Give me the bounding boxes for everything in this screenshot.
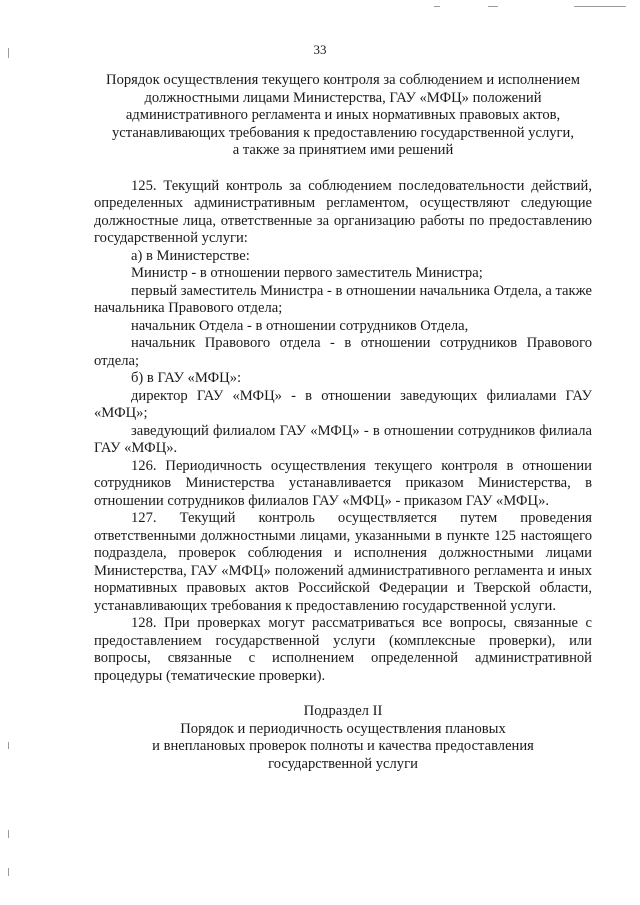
subsection-heading-line: Порядок и периодичность осуществления плановых	[180, 720, 506, 737]
scan-mark	[434, 6, 440, 7]
scan-mark	[488, 6, 498, 7]
section-heading-line: должностными лицами Министерства, ГАУ «МФЦ» положений	[144, 89, 542, 106]
paragraph-125: 125. Текущий контроль за соблюдением последовательности действий, определенных административным регламентом, осуществляют следующие должностные лица, ответственные за организацию работы по предоставлению государственной услуги:	[94, 177, 592, 246]
scan-mark	[8, 742, 9, 749]
subsection-heading-line: Подраздел II	[303, 703, 383, 719]
list-item: Министр - в отношении первого заместитель Министра;	[131, 265, 483, 281]
section-heading-line: административного регламента и иных нормативных правовых актов,	[125, 107, 561, 123]
list-item: директор ГАУ «МФЦ» - в отношении заведующих филиалами ГАУ «МФЦ»;	[94, 387, 592, 421]
scan-mark	[8, 48, 9, 58]
scan-mark	[8, 868, 9, 876]
section-heading	[94, 72, 592, 160]
section-heading-line: устанавливающих требования к предоставлению государственной услуги,	[112, 124, 574, 141]
section-heading-line: а также за принятием ими решений	[232, 142, 454, 158]
subsection-heading-line: и внеплановых проверок полноты и качества предоставления	[152, 738, 534, 754]
list-item: первый заместитель Министра - в отношении начальника Отдела, а также начальника Правового отдела;	[94, 282, 592, 316]
paragraph-list	[94, 178, 592, 686]
section-heading-line: Порядок осуществления текущего контроля за соблюдением и исполнением	[106, 72, 580, 88]
paragraph-128: 128. При проверках могут рассматриваться все вопросы, связанные с предоставлением государственной услуги (комплексные проверки), или вопросы, связанные с исполнением определенной административной процедуры (тематические проверки).	[94, 615, 592, 684]
subsection-heading	[94, 703, 592, 773]
list-item: начальник Правового отдела - в отношении сотрудников Правового отдела;	[94, 335, 592, 369]
document-body	[94, 72, 592, 773]
scan-mark	[8, 830, 9, 838]
scan-mark	[574, 6, 626, 7]
paragraph-126: 126. Периодичность осуществления текущего контроля в отношении сотрудников Министерства устанавливается приказом Министерства, в отношении сотрудников филиалов ГАУ «МФЦ» - приказом ГАУ «МФЦ».	[94, 457, 592, 509]
page-number: 33	[313, 42, 327, 57]
list-item: б) в ГАУ «МФЦ»:	[131, 370, 242, 386]
paragraph-127: 127. Текущий контроль осуществляется путем проведения ответственными должностными лицами, указанными в пункте 125 настоящего подраздела, проверок соблюдения и исполнения должностными лицами Министерства, ГАУ «МФЦ» положений административного регламента и иных нормативных правовых актов Российской Федерации и Тверской области, устанавливающих требования к предоставлению государственной услуги.	[94, 510, 592, 614]
subsection-heading-line: государственной услуги	[268, 755, 418, 772]
list-item: начальник Отдела - в отношении сотрудников Отдела,	[131, 317, 469, 334]
list-item: заведующий филиалом ГАУ «МФЦ» - в отношении сотрудников филиала ГАУ «МФЦ».	[94, 422, 592, 456]
list-item: а) в Министерстве:	[131, 247, 250, 264]
